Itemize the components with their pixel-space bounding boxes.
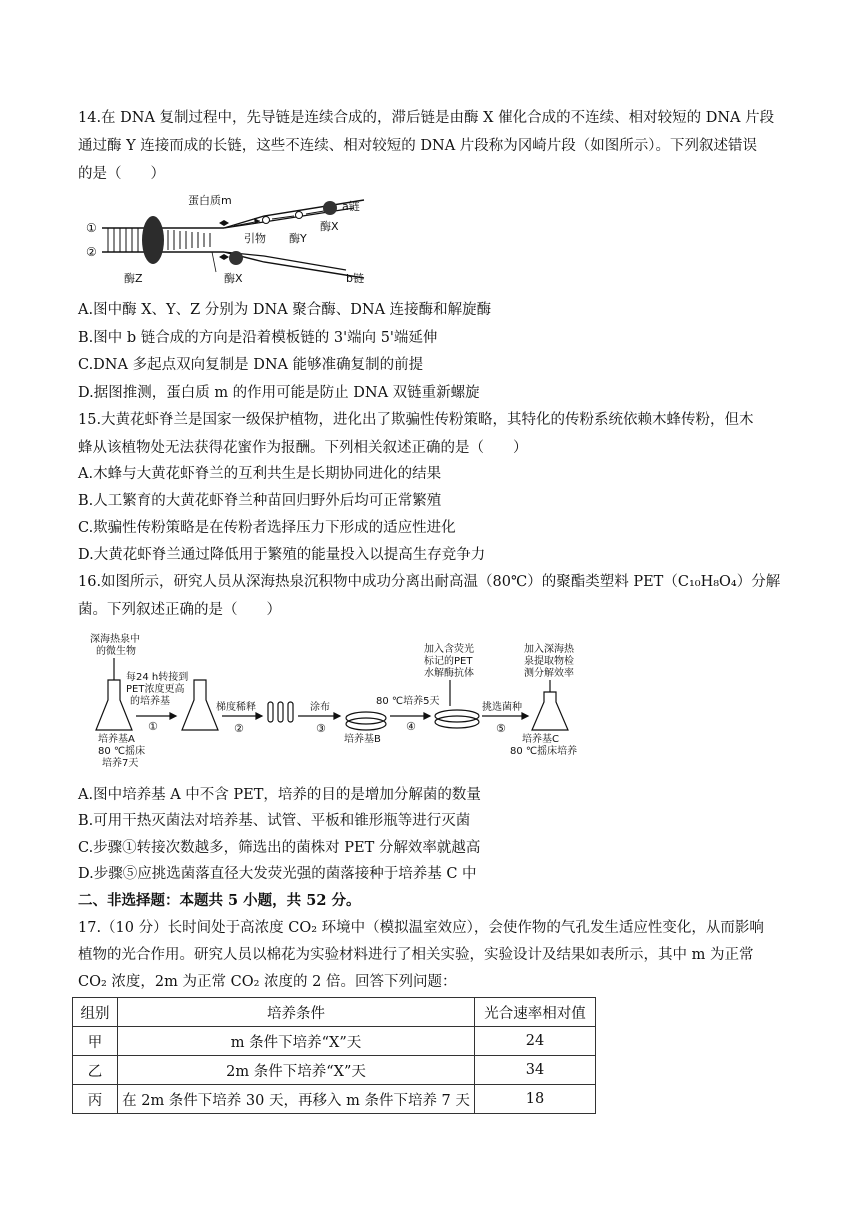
q15-option-d: D.大黄花虾脊兰通过降低用于繁殖的能量投入以提高生存竞争力 (78, 547, 486, 563)
q17-results-table (72, 997, 596, 1114)
section-2-heading: 二、非选择题：本题共 5 小题，共 52 分。 (78, 892, 361, 909)
enzyme-x-bottom-shape (229, 251, 243, 265)
extract-label-2: 泉提取物检 (524, 656, 574, 667)
table-header-cell: 光合速率相对值 (475, 998, 596, 1027)
enzyme-x-bottom-label: 酶X (224, 272, 243, 285)
step3-number: ③ (316, 722, 326, 735)
q17-stem-line3: CO₂ 浓度，2m 为正常 CO₂ 浓度的 2 倍。回答下列问题： (78, 974, 457, 990)
enzyme-x-top-shape (323, 201, 337, 215)
test-tube-3 (288, 702, 293, 722)
flask-c (532, 692, 568, 730)
table-cell: m 条件下培养“X”天 (118, 1027, 475, 1056)
q15-stem-line1: 15.大黄花虾脊兰是国家一级保护植物，进化出了欺骗性传粉策略，其特化的传粉系统依赖木蜂传粉，但木 (78, 412, 754, 428)
q17-stem-line2: 植物的光合作用。研究人员以棉花为实验材料进行了相关实验，实验设计及结果如表所示，其中 m 为正常 (78, 947, 754, 963)
table-cell: 丙 (73, 1085, 118, 1114)
q16-option-d: D.步骤⑤应挑选菌落直径大发荧光强的菌落接种于培养基 C 中 (78, 866, 477, 882)
source-label-2: 的微生物 (96, 646, 136, 657)
antibody-label-3: 水解酶抗体 (424, 668, 474, 679)
test-tube-1 (268, 702, 273, 722)
q15-option-b: B.人工繁育的大黄花虾脊兰种苗回归野外后均可正常繁殖 (78, 493, 442, 509)
step5-number: ⑤ (496, 722, 506, 735)
q15-option-c: C.欺骗性传粉策略是在传粉者选择压力下形成的适应性进化 (78, 520, 456, 536)
antibody-label-1: 加入含荧光 (424, 644, 474, 655)
antibody-label-2: 标记的PET (424, 656, 473, 667)
pet-screening-figure (84, 630, 594, 772)
table-row (73, 1085, 596, 1114)
q16-option-a: A.图中培养基 A 中不含 PET，培养的目的是增加分解菌的数量 (78, 787, 481, 803)
table-cell: 在 2m 条件下培养 30 天，再移入 m 条件下培养 7 天 (118, 1085, 475, 1114)
a-chain-label: a链 (342, 200, 360, 213)
medium-c-label-1: 培养基C (522, 734, 559, 745)
step1-label-2: PET浓度更高 (126, 684, 185, 695)
step5-label: 挑选菌种 (482, 702, 522, 713)
q14-stem-line2: 通过酶 Y 连接而成的长链，这些不连续、相对较短的 DNA 片段称为冈崎片段（如图所示）。下列叙述错误 (78, 138, 758, 154)
table-header-row (73, 998, 596, 1027)
enzyme-z-label: 酶Z (124, 272, 143, 285)
q14-stem-line3: 的是（ ） (78, 166, 165, 182)
q14-option-c: C.DNA 多起点双向复制是 DNA 能够准确复制的前提 (78, 357, 424, 373)
step3-label: 涂布 (310, 702, 330, 713)
medium-a-label-1: 培养基A (98, 734, 135, 745)
step2-label: 梯度稀释 (216, 702, 256, 713)
enzyme-x-top-label: 酶X (320, 220, 339, 233)
q15-option-a: A.木蜂与大黄花虾脊兰的互利共生是长期协同进化的结果 (78, 466, 442, 482)
q14-stem-line1: 14.在 DNA 复制过程中，先导链是连续合成的，滞后链是由酶 X 催化合成的不连续、相对较短的 DNA 片段 (78, 110, 775, 126)
table-row (73, 1027, 596, 1056)
medium-b-label: 培养基B (344, 734, 381, 745)
dna-replication-figure (84, 190, 374, 288)
enzyme-y-label: 酶Y (289, 232, 307, 245)
b-chain-label: b链 (346, 272, 364, 285)
test-tube-2 (278, 702, 283, 722)
table-cell: 2m 条件下培养“X”天 (118, 1056, 475, 1085)
q15-stem-line2: 蜂从该植物处无法获得花蜜作为报酬。下列相关叙述正确的是（ ） (78, 440, 528, 456)
step1-label-1: 每24 h转接到 (126, 672, 189, 683)
medium-a-label-2: 80 ℃摇床 (98, 746, 146, 757)
primer-label: 引物 (244, 232, 266, 245)
strand-1-label: ① (86, 221, 97, 235)
q14-option-a: A.图中酶 X、Y、Z 分别为 DNA 聚合酶、DNA 连接酶和解旋酶 (78, 302, 492, 318)
extract-label-1: 加入深海热 (524, 644, 574, 655)
q14-option-b: B.图中 b 链合成的方向是沿着模板链的 3'端向 5'端延伸 (78, 330, 438, 346)
strand-2-label: ② (86, 245, 97, 259)
table-header-cell: 组别 (73, 998, 118, 1027)
step2-number: ② (234, 722, 244, 735)
q16-option-c: C.步骤①转接次数越多，筛选出的菌株对 PET 分解效率就越高 (78, 840, 481, 856)
table-row (73, 1056, 596, 1085)
medium-a-label-3: 培养7天 (102, 758, 139, 769)
step1-number: ① (148, 720, 158, 733)
step4-number: ④ (406, 720, 416, 733)
protein-m-shape (219, 220, 229, 226)
q17-stem-line1: 17.（10 分）长时间处于高浓度 CO₂ 环境中（模拟温室效应），会使作物的气孔发生适应性变化，从而影响 (78, 920, 764, 936)
table-cell: 18 (475, 1085, 596, 1114)
flask-2 (182, 680, 218, 730)
table-cell: 24 (475, 1027, 596, 1056)
table-cell: 乙 (73, 1056, 118, 1085)
protein-m-label: 蛋白质m (188, 194, 232, 207)
table-header-cell: 培养条件 (118, 998, 475, 1027)
source-label-1: 深海热泉中 (90, 634, 140, 645)
step4-label: 80 ℃培养5天 (376, 696, 440, 707)
table-cell: 34 (475, 1056, 596, 1085)
q16-stem-line1: 16.如图所示，研究人员从深海热泉沉积物中成功分离出耐高温（80℃）的聚酯类塑料 PET（C₁₀H₈O₄）分解 (78, 574, 781, 590)
q16-stem-line2: 菌。下列叙述正确的是（ ） (78, 602, 281, 618)
extract-label-3: 测分解效率 (524, 668, 574, 679)
table-cell: 甲 (73, 1027, 118, 1056)
medium-c-label-2: 80 ℃摇床培养 (510, 746, 578, 757)
q14-option-d: D.据图推测，蛋白质 m 的作用可能是防止 DNA 双链重新螺旋 (78, 385, 480, 401)
step1-label-3: 的培养基 (130, 696, 170, 707)
q16-option-b: B.可用干热灭菌法对培养基、试管、平板和锥形瓶等进行灭菌 (78, 813, 471, 829)
enzyme-z-shape (142, 216, 164, 264)
